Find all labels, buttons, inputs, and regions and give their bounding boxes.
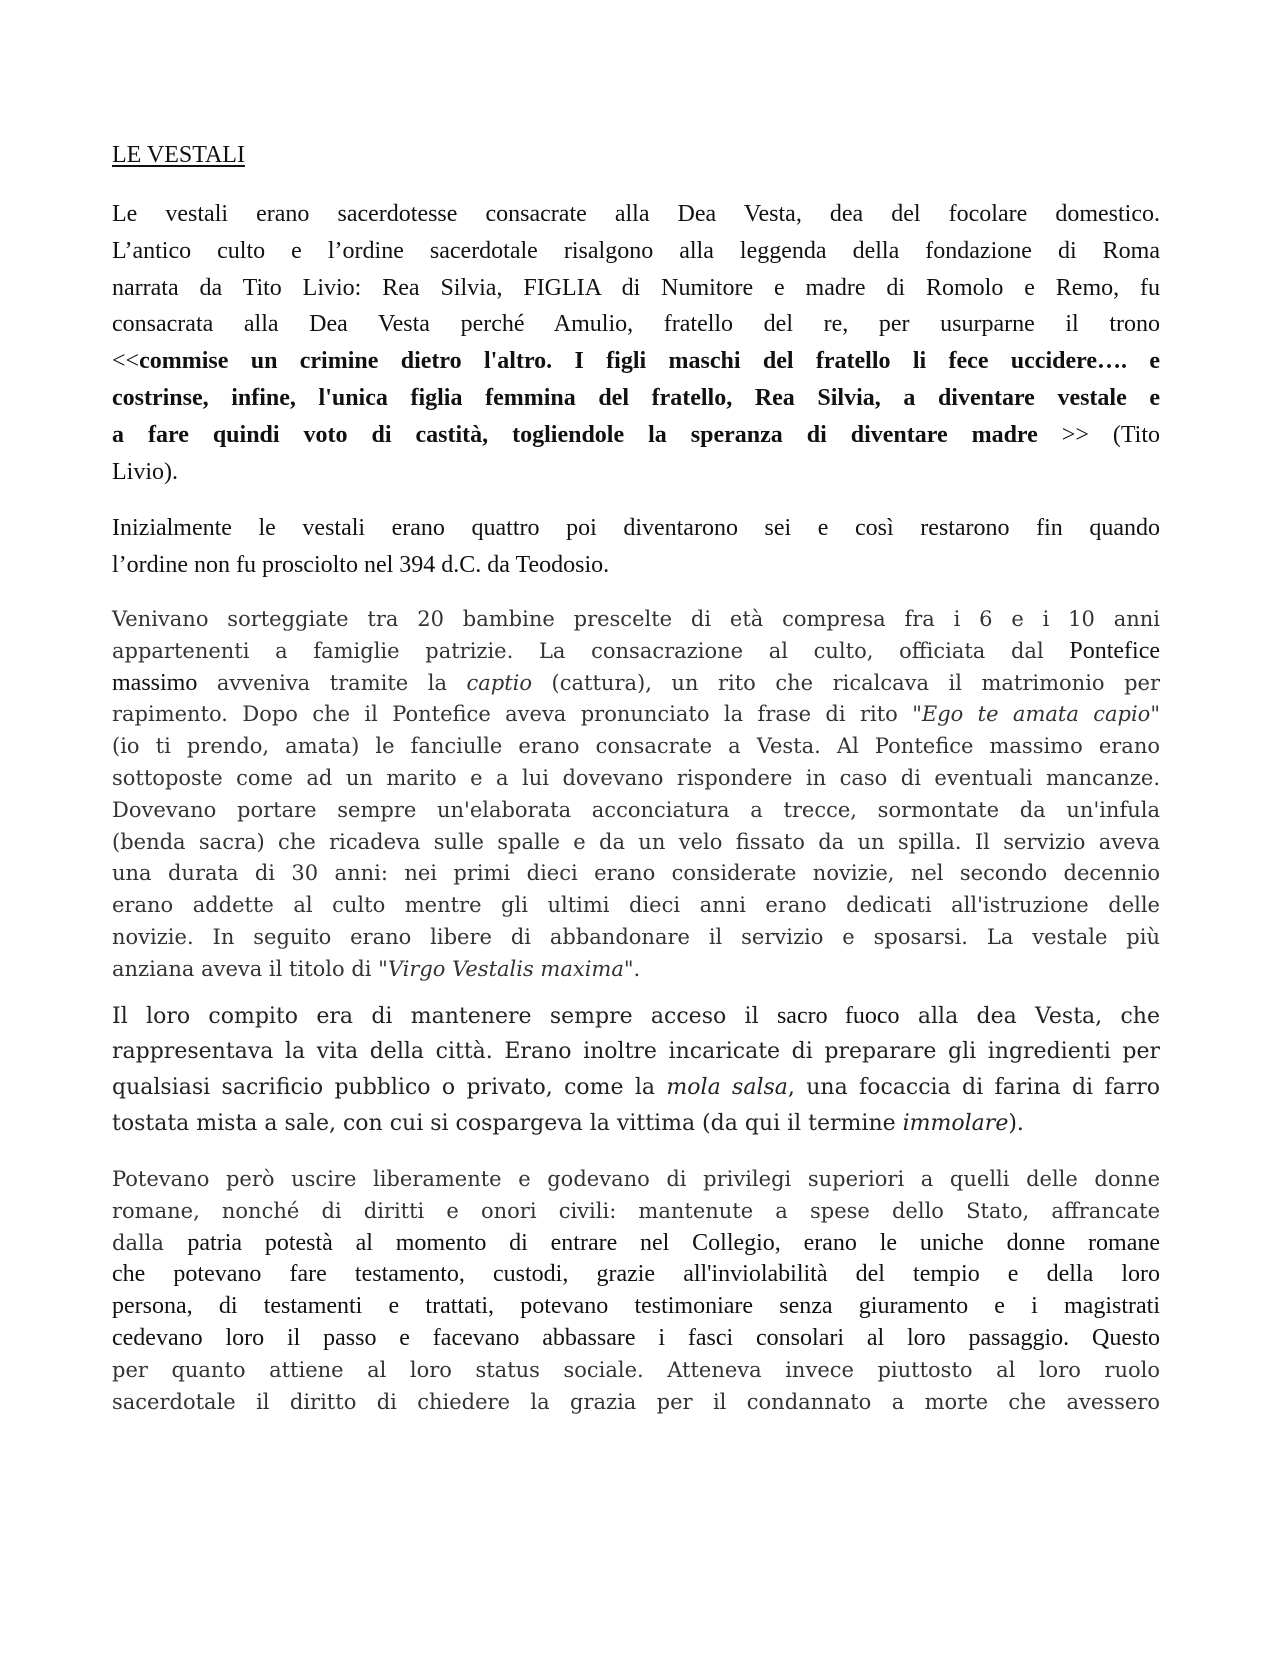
text-line — [112, 1387, 1160, 1419]
text-line — [112, 547, 1160, 584]
text-span: Dovevano portare sempre un'elaborata acconciatura a trecce, sormontate da un'infula — [112, 797, 1160, 822]
text-line — [112, 1291, 1160, 1323]
text-line — [112, 1259, 1160, 1291]
text-span: qualsiasi sacrificio pubblico o privato, come la — [112, 1075, 667, 1100]
text-span: anziana aveva il titolo di " — [112, 956, 388, 981]
text-line — [112, 954, 1160, 986]
text-span: Inizialmente le vestali erano quattro poi diventarono sei e così restarono fin quando — [112, 515, 1160, 541]
text-span: (io ti prendo, amata) le fanciulle erano consacrate a Vesta. Al Pontefice massimo erano — [112, 734, 1160, 759]
inline-term: che potevano fare testamento, custodi, grazie all'inviolabilità del tempio e della loro — [112, 1261, 1160, 1288]
text-line — [112, 343, 1160, 380]
inline-term: massimo — [112, 669, 198, 696]
text-span: alla dea Vesta, che — [899, 1004, 1160, 1029]
text-line — [112, 636, 1160, 668]
text-span: per quanto attiene al loro status sociale. Atteneva invece piuttosto al loro ruolo — [112, 1357, 1160, 1382]
text-span: , una focaccia di farina di farro — [787, 1075, 1160, 1100]
text-span: novizie. In seguito erano libere di abbandonare il servizio e sposarsi. La vestale più — [112, 924, 1160, 949]
text-line — [112, 1323, 1160, 1355]
italic-term: immolare — [902, 1111, 1009, 1136]
text-span: rapimento. Dopo che il Pontefice aveva pronunciato la frase di rito " — [112, 702, 922, 727]
text-line — [112, 858, 1160, 890]
inline-term: cedevano loro il passo e facevano abbassare i fasci consolari al loro passaggio. Questo — [112, 1324, 1160, 1351]
document-title: LE VESTALI — [112, 142, 245, 168]
text-span: tostata mista a sale, con cui si cospargeva la vittima (da qui il termine — [112, 1111, 903, 1136]
text-line — [112, 233, 1160, 270]
bold-quote: commise un crimine dietro l'altro. I figli maschi del fratello li fece uccidere…. e — [139, 348, 1160, 375]
text-span: sacerdotale il diritto di chiedere la grazia per il condannato a morte che avessero — [112, 1389, 1160, 1414]
italic-term: Virgo Vestalis maxima — [387, 956, 624, 981]
paragraph-numero — [112, 510, 1160, 584]
inline-term: persona, di testamenti e trattati, potevano testimoniare senza giuramento e i magistrati — [112, 1293, 1160, 1320]
italic-term: captio — [466, 670, 533, 695]
text-span: Il loro compito era di mantenere sempre acceso il — [112, 1004, 777, 1029]
text-line — [112, 922, 1160, 954]
text-span: consacrata alla Dea Vesta perché Amulio, fratello del re, per usurparne il trono — [112, 311, 1160, 338]
text-span: dalla — [112, 1230, 188, 1255]
bold-quote: costrinse, infine, l'unica figlia femmina del fratello, Rea Silvia, a diventare vestale e — [112, 384, 1160, 411]
text-line — [112, 306, 1160, 343]
text-line — [112, 454, 1160, 491]
text-line — [112, 668, 1160, 700]
text-span: Venivano sorteggiate tra 20 bambine prescelte di età compresa fra i 6 e i 10 anni — [112, 607, 1160, 631]
text-line — [112, 1164, 1160, 1196]
paragraph-intro — [112, 196, 1160, 490]
text-line — [112, 763, 1160, 795]
text-span: appartenenti a famiglie patrizie. La consacrazione al culto, officiata dal — [112, 638, 1070, 663]
text-span: una durata di 30 anni: nei primi dieci erano considerate novizie, nel secondo decennio — [112, 861, 1160, 886]
paragraph-selezione — [112, 604, 1160, 986]
text-line — [112, 827, 1160, 859]
text-span: ). — [1008, 1111, 1024, 1136]
text-span: " — [1150, 702, 1160, 727]
text-span: avveniva tramite la — [197, 670, 467, 695]
text-span: Potevano però uscire liberamente e godevano di privilegi superiori a quelli delle donne — [112, 1167, 1160, 1191]
text-line — [112, 1228, 1160, 1260]
text-line — [112, 196, 1160, 233]
text-span: erano addette al culto mentre gli ultimi dieci anni erano dedicati all'istruzione delle — [112, 893, 1160, 918]
paragraph-compito — [112, 998, 1160, 1142]
text-line — [112, 270, 1160, 307]
bold-quote: a fare quindi voto di castità, togliendole la speranza di diventare madre — [112, 421, 1038, 448]
text-line — [112, 1034, 1160, 1070]
text-span: Le vestali erano sacerdotesse consacrate alla Dea Vesta, dea del focolare domestico. — [112, 201, 1160, 227]
text-line — [112, 795, 1160, 827]
text-line — [112, 699, 1160, 731]
italic-term: Ego te amata capio — [921, 702, 1151, 727]
text-line — [112, 1355, 1160, 1387]
text-line — [112, 604, 1160, 636]
text-span: >> (Tito — [1037, 421, 1160, 448]
paragraph-privilegi — [112, 1164, 1160, 1418]
text-span: (benda sacra) che ricadeva sulle spalle e da un velo fissato da un spilla. Il servizio aveva — [112, 829, 1160, 854]
text-line — [112, 731, 1160, 763]
italic-term: mola salsa — [666, 1075, 788, 1100]
text-span: Livio). — [112, 458, 178, 485]
text-line — [112, 1070, 1160, 1106]
text-line — [112, 417, 1160, 454]
text-span: romane, nonché di diritti e onori civili: mantenute a spese dello Stato, affrancate — [112, 1198, 1160, 1223]
text-line — [112, 1106, 1160, 1142]
text-span: sottoposte come ad un marito e a lui dovevano rispondere in caso di eventuali mancanze. — [112, 765, 1160, 790]
text-line — [112, 890, 1160, 922]
text-line — [112, 510, 1160, 547]
text-line — [112, 380, 1160, 417]
text-span: << — [112, 348, 140, 375]
inline-term: patria potestà al momento di entrare nel Collegio, erano le uniche donne romane — [187, 1229, 1160, 1256]
inline-term: sacro fuoco — [776, 1003, 900, 1029]
text-span: ". — [623, 956, 641, 981]
text-span: (cattura), un rito che ricalcava il matrimonio per — [532, 670, 1160, 695]
inline-term: Pontefice — [1069, 637, 1160, 664]
text-line — [112, 1196, 1160, 1228]
text-span: l’ordine non fu prosciolto nel 394 d.C. da Teodosio. — [112, 551, 610, 578]
text-span: L’antico culto e l’ordine sacerdotale risalgono alla leggenda della fondazione di Roma — [112, 237, 1160, 264]
text-span: narrata da Tito Livio: Rea Silvia, FIGLIA di Numitore e madre di Romolo e Remo, fu — [112, 274, 1160, 301]
text-line — [112, 998, 1160, 1034]
text-span: rappresentava la vita della città. Erano inoltre incaricate di preparare gli ingredienti per — [112, 1039, 1160, 1064]
